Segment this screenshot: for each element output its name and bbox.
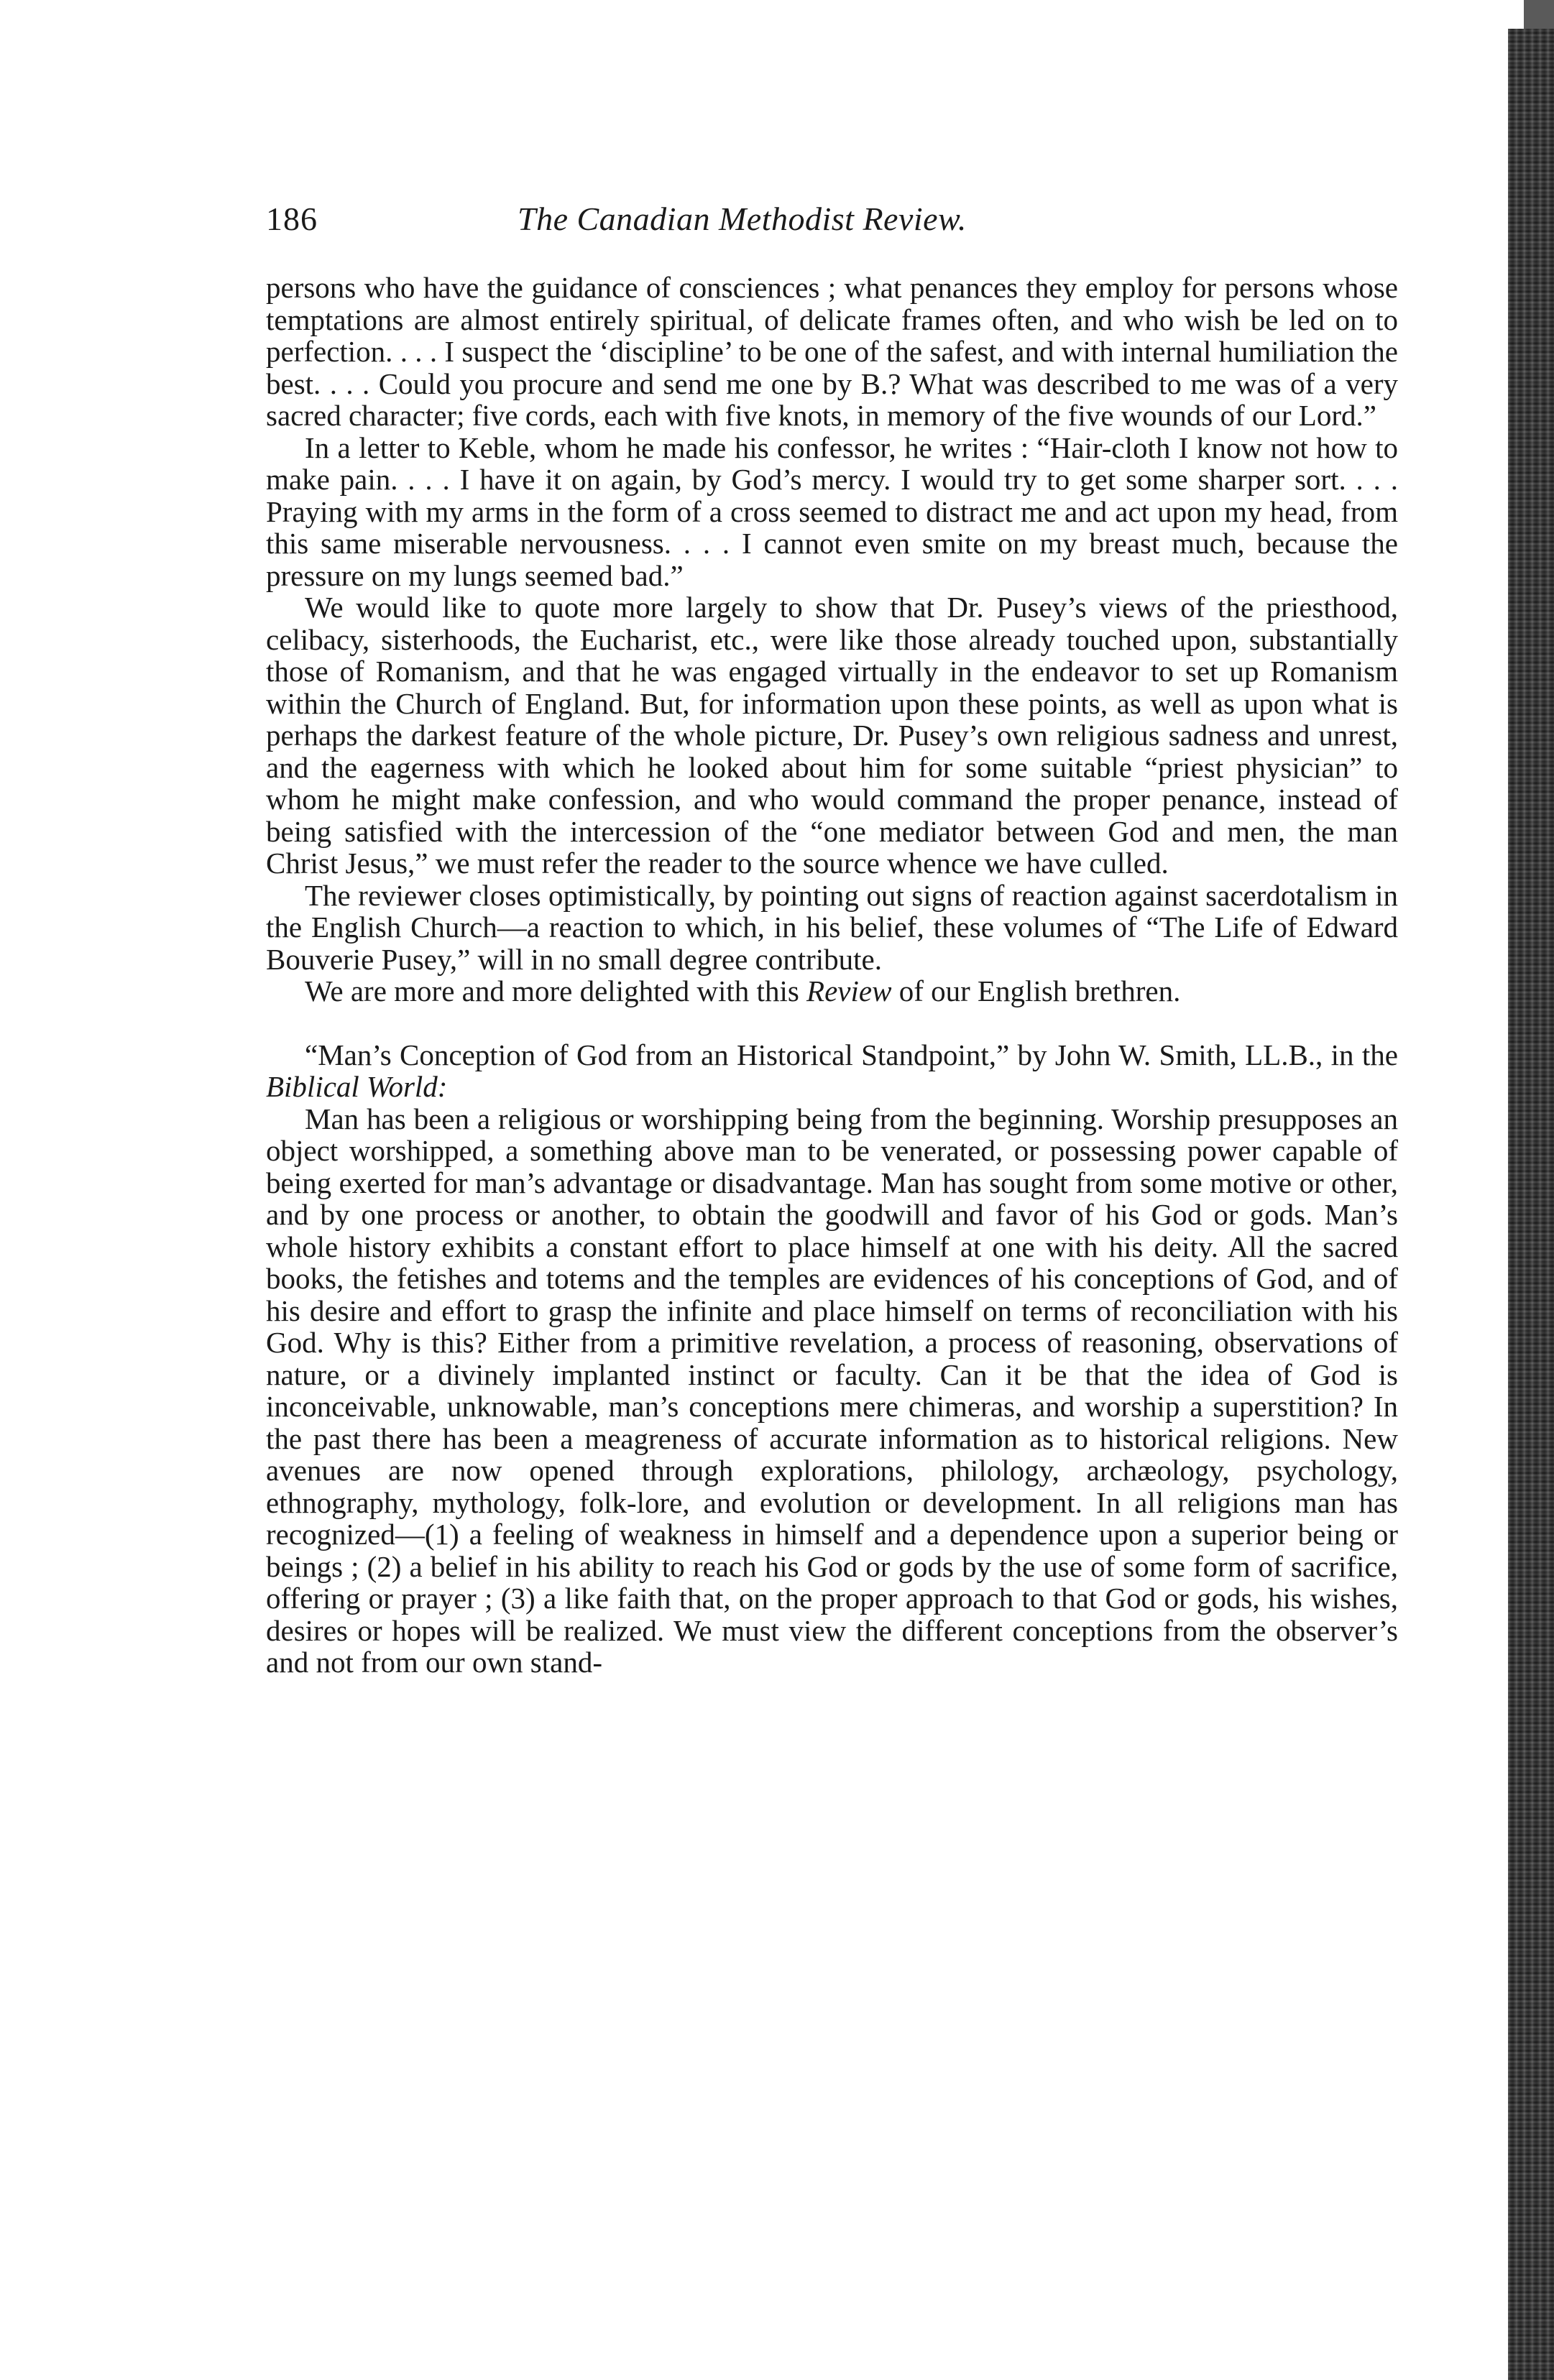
text-run: persons who have the guidance of consciences ; what penances they employ for persons whose temptations are almost entirely spiritual, of delicate frames often, and who wish be led on to perfection. . . . I suspect the ‘discipline’ to be one of the safest, and with internal humiliation the best. . . . Could you procure and send me one by B.? What was described to me was of a very sacred character; five cords, each with five knots, in memory of the five wounds of our Lord.” [266, 271, 1398, 432]
text-run: “Man’s Conception of God from an Historical Standpoint,” by John W. Smith, LL.B., in the [305, 1038, 1398, 1071]
text-run: The reviewer closes optimistically, by pointing out signs of reaction against sacerdotalism in the English Church—a reaction to which, in his belief, these volumes of “The Life of Edward Bouverie Pusey,” will in no small degree contribute. [266, 878, 1398, 976]
text-run: We are more and more delighted with this [305, 974, 807, 1007]
scan-edge-texture [1508, 29, 1554, 2380]
text-run: of our English brethren. [891, 974, 1181, 1007]
text-run: We would like to quote more largely to show that Dr. Pusey’s views of the priesthood, celibacy, sisterhoods, the Eucharist, etc., were like those already touched upon, substantially those of Romanism, and that he was engaged virtually in the endeavor to set up Romanism within the Church of England. But, for information upon these points, as well as upon what is perhaps the darkest feature of the whole picture, Dr. Pusey’s own religious sadness and unrest, and the eagerness with which he looked about him for some suitable “priest physician” to whom he might make confession, and who would command the proper penance, instead of being satisfied with the intercession of the “one mediator between God and men, the man Christ Jesus,” we must refer the reader to the source whence we have culled. [266, 591, 1398, 880]
paragraph-reviewer-closes [266, 880, 1398, 976]
paragraph-article-citation [266, 1039, 1398, 1103]
body-text [266, 272, 1398, 1679]
paragraph-review-delight [266, 975, 1398, 1007]
text-run-italic: Biblical World: [266, 1070, 448, 1103]
text-run: Man has been a religious or worshipping being from the beginning. Worship presupposes an object worshipped, a something above man to be venerated, or possessing power capable of being exerted for man’s advantage or disadvantage. Man has sought from some motive or other, and by one process or another, to obtain the goodwill and favor of his God or gods. Man’s whole history exhibits a constant effort to place himself at one with his deity. All the sacred books, the fetishes and totems and the temples are evidences of his conceptions of God, and of his desire and effort to grasp the infinite and place himself on terms of reconciliation with his God. Why is this? Either from a primitive revelation, a process of reasoning, observations of nature, or a divinely implanted instinct or faculty. Can it be that the idea of God is inconceivable, unknowable, man’s conceptions mere chimeras, and worship a superstition? In the past there has been a meagreness of accurate information as to historical religions. New avenues are now opened through explorations, philology, archæology, psychology, ethnography, mythology, folk-lore, and evolution or development. In all religions man has recognized—(1) a feeling of weakness in himself and a dependence upon a superior being or beings ; (2) a belief in his ability to reach his God or gods by the use of some form of sacrifice, offering or prayer ; (3) a like faith that, on the proper approach to that God or gods, his wishes, desires or hopes will be realized. We must view the different conceptions from the observer’s and not from our own stand- [266, 1102, 1398, 1679]
paragraph-continued-quote [266, 272, 1398, 432]
paragraph-keble-letter [266, 432, 1398, 592]
running-head [266, 194, 1157, 244]
section-gap [266, 1007, 1398, 1039]
text-run-italic: Review [806, 974, 892, 1007]
page-number: 186 [266, 200, 318, 237]
paragraph-pusey-views [266, 591, 1398, 880]
journal-title: The Canadian Methodist Review. [518, 200, 967, 237]
paragraph-article-excerpt [266, 1103, 1398, 1679]
text-run: In a letter to Keble, whom he made his confessor, he writes : “Hair-cloth I know not how to make pain. . . . I have it on again, by God’s mercy. I would try to get some sharper sort. . . . Praying with my arms in the form of a cross seemed to distract me and act upon my head, from this same miserable nervousness. . . . I cannot even smite on my breast much, because the pressure on my lungs seemed bad.” [266, 430, 1398, 592]
